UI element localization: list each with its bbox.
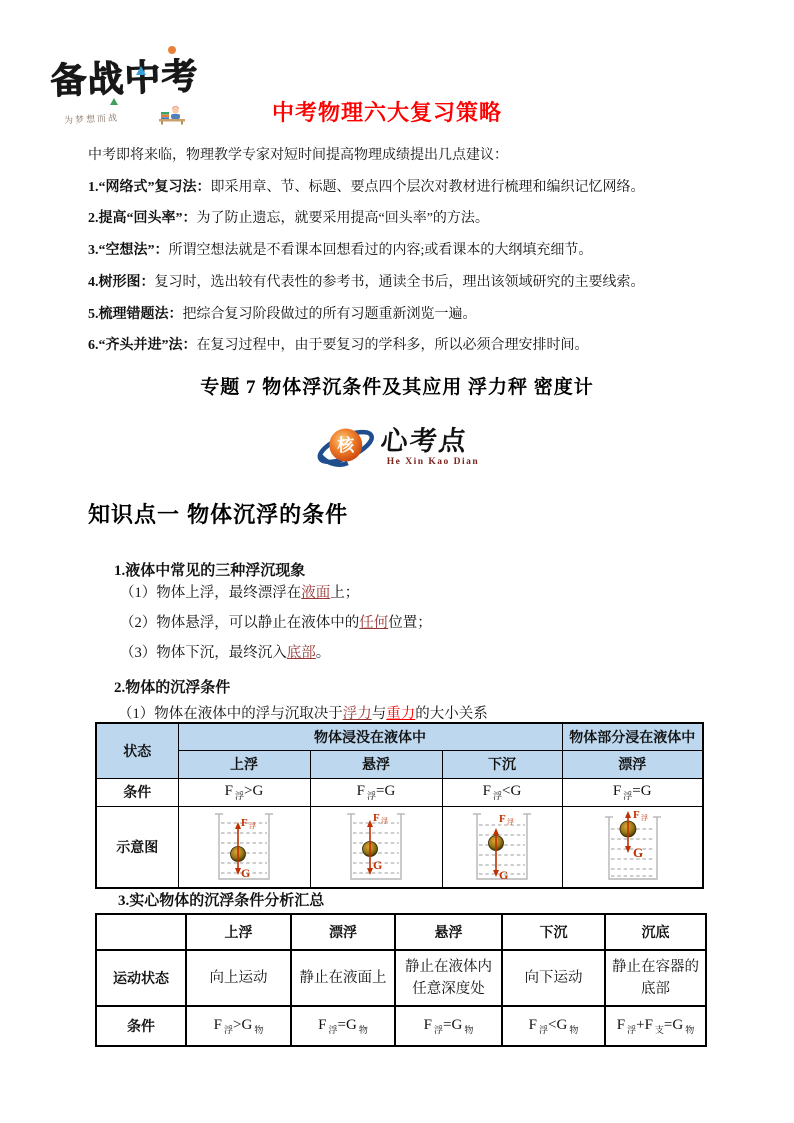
- svg-text:浮: 浮: [641, 813, 649, 822]
- condition-formula: F $_浮$<G $_物$: [502, 1006, 605, 1046]
- strategy-item: 4.树形图：复习时，选出较有代表性的参考书，通读全书后，理出该领域研究的主要线索。: [88, 274, 645, 290]
- strategy-item: 3.“空想法”：所谓空想法就是不看课本回想看过的内容;或看课本的大纲填充细节。: [88, 243, 593, 259]
- motion-state: 静止在液体内任意深度处: [395, 950, 502, 1006]
- logo-text: 备战中考: [49, 54, 199, 101]
- badge-pinyin: He Xin Kao Dian: [386, 456, 480, 467]
- table1-col-header: 漂浮: [562, 750, 703, 778]
- topic-title: 专题 7 物体浮沉条件及其应用 浮力秤 密度计: [200, 377, 594, 398]
- logo-accent-triangle: [136, 66, 146, 75]
- diagram-suspended: [310, 806, 442, 888]
- point1-title: 1.液体中常见的三种浮沉现象: [114, 563, 306, 579]
- svg-text:F: F: [373, 811, 380, 824]
- table1-diagram-label: 示意图: [96, 806, 178, 888]
- table1-immersed-header: 物体浸没在液体中: [178, 723, 562, 750]
- condition-formula: F $_浮$>G $_物$: [186, 1006, 291, 1046]
- highlight-term: 浮力: [342, 706, 372, 722]
- motion-state: 向下运动: [502, 950, 605, 1006]
- condition-formula: F $_浮$<G: [442, 778, 562, 806]
- condition-formula: F $_浮$>G: [178, 778, 310, 806]
- svg-text:G: G: [633, 844, 644, 860]
- table2-motion-label: 运动状态: [96, 950, 186, 1006]
- planet-icon: [315, 418, 379, 476]
- diagram-sinking: [442, 806, 562, 888]
- condition-formula: F $_浮$=G: [310, 778, 442, 806]
- strategy-item: 1.“网络式”复习法：即采用章、节、标题、要点四个层次对教材进行梳理和编织记忆网络。: [88, 179, 645, 195]
- logo-accent-triangle: [110, 98, 118, 105]
- condition-formula: F $_浮$=G $_物$: [291, 1006, 395, 1046]
- condition-formula: F $_浮$=G $_物$: [395, 1006, 502, 1046]
- svg-text:F: F: [499, 812, 506, 825]
- svg-text:F: F: [633, 808, 640, 821]
- phenomena-list: [120, 578, 432, 668]
- svg-text:F: F: [241, 816, 248, 829]
- condition-formula: F $_浮$=G: [562, 778, 703, 806]
- highlight-term: 液面: [301, 585, 331, 601]
- phenomenon-item: （2）物体悬浮，可以静止在液体中的任何位置；: [120, 615, 432, 631]
- student-studying-icon: [157, 103, 187, 125]
- motion-state: 向上运动: [186, 950, 291, 1006]
- phenomenon-item: （3）物体下沉，最终沉入底部。: [120, 645, 331, 661]
- badge-title: 心考点: [379, 425, 470, 456]
- table1-col-header: 上浮: [178, 750, 310, 778]
- point2-statement: （1）物体在液体中的浮与沉取决于浮力与重力的大小关系: [118, 706, 488, 722]
- table1-condition-label: 条件: [96, 778, 178, 806]
- strategy-item: 6.“齐头并进”法：在复习过程中，由于要复习的学科多，所以必须合理安排时间。: [88, 338, 589, 354]
- diagram-float-up: [178, 806, 310, 888]
- table1-partial-header: 物体部分浸在液体中: [562, 723, 703, 750]
- svg-text:G: G: [241, 865, 251, 880]
- condition-formula: F $_浮$+F $_支$=G $_物$: [605, 1006, 706, 1046]
- strategies-block: [88, 140, 728, 362]
- svg-text:核: 核: [337, 436, 355, 455]
- motion-state: 静止在容器的底部: [605, 950, 706, 1006]
- strategy-item: 5.梳理错题法：把综合复习阶段做过的所有习题重新浏览一遍。: [88, 306, 477, 322]
- logo-slogan: 为梦想而战: [63, 112, 120, 126]
- point2-title: 2.物体的沉浮条件: [114, 680, 231, 696]
- table2-col-header: 悬浮: [395, 914, 502, 950]
- page-title: 中考物理六大复习策略: [272, 100, 503, 125]
- table2-col-header: 上浮: [186, 914, 291, 950]
- table2-col-header: 下沉: [502, 914, 605, 950]
- highlight-term: 任何: [359, 615, 389, 631]
- table2-corner-cell: [96, 914, 186, 950]
- float-sink-condition-table: [95, 722, 704, 889]
- table1-col-header: 悬浮: [310, 750, 442, 778]
- highlight-term: 重力: [386, 706, 416, 722]
- table2-col-header: 漂浮: [291, 914, 395, 950]
- intro-text: 中考即将来临，物理教学专家对短时间提高物理成绩提出几点建议：: [88, 148, 508, 163]
- point3-title: 3.实心物体的沉浮条件分析汇总: [118, 893, 325, 909]
- strategy-item: 2.提高“回头率”：为了防止遗忘，就要采用提高“回头率”的方法。: [88, 211, 489, 227]
- logo-accent-dot: [168, 46, 176, 54]
- motion-state: 静止在液面上: [291, 950, 395, 1006]
- table1-state-header: 状态: [96, 723, 178, 778]
- svg-text:浮: 浮: [249, 821, 256, 830]
- svg-text:浮: 浮: [381, 816, 388, 825]
- solid-object-summary-table: [95, 913, 707, 1047]
- table2-col-header: 沉底: [605, 914, 706, 950]
- svg-text:G: G: [499, 867, 509, 882]
- table1-col-header: 下沉: [442, 750, 562, 778]
- highlight-term: 底部: [286, 645, 316, 661]
- svg-text:浮: 浮: [507, 817, 514, 826]
- table2-condition-label: 条件: [96, 1006, 186, 1046]
- svg-text:G: G: [373, 857, 383, 872]
- brand-logo: [50, 50, 220, 140]
- phenomenon-item: （1）物体上浮，最终漂浮在液面上；: [120, 585, 360, 601]
- core-points-badge: [315, 418, 479, 476]
- diagram-floating: [562, 806, 703, 888]
- knowledge-point-heading: 知识点一 物体沉浮的条件: [88, 502, 349, 527]
